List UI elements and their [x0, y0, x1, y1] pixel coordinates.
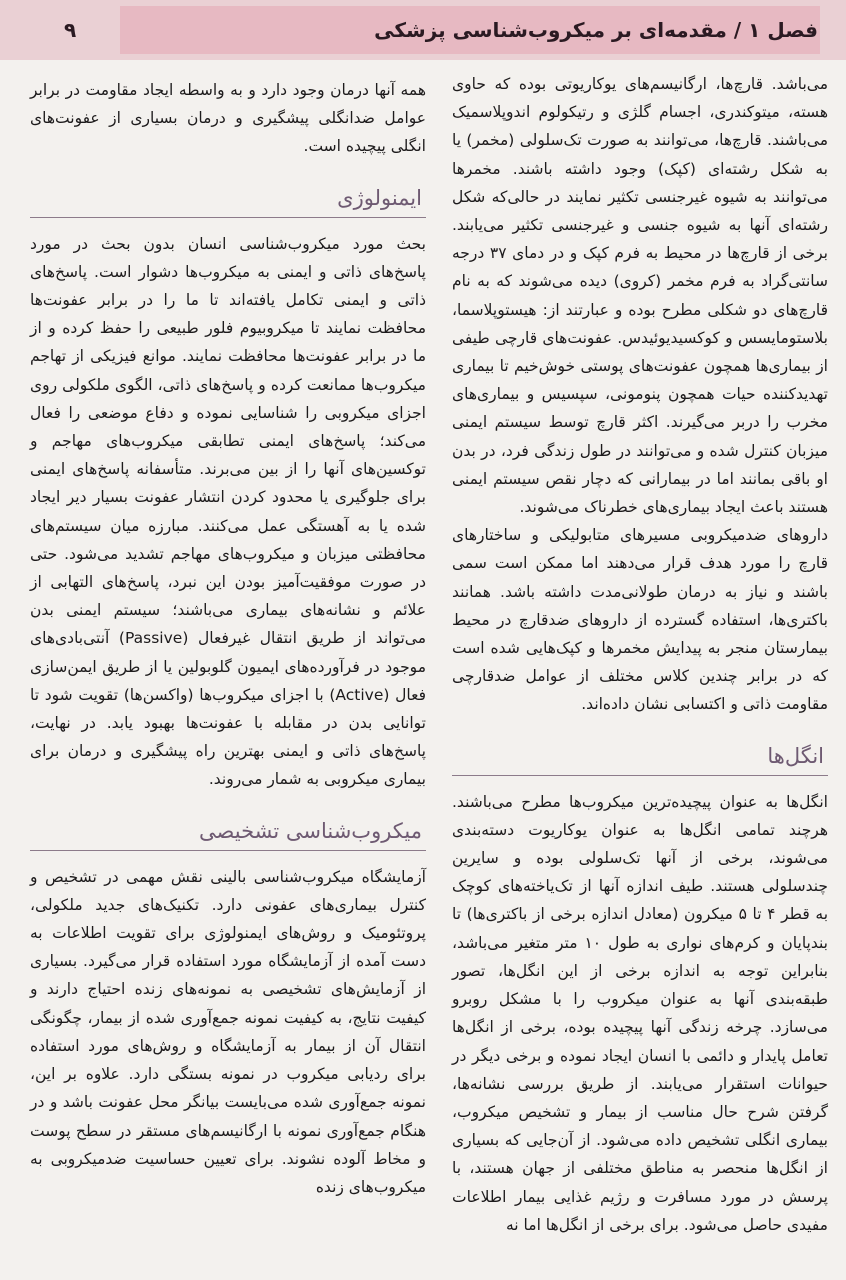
paragraph-parasite-treatment: همه آنها درمان وجود دارد و به واسطه ایجاد مقاومت در برابر عوامل ضدانگلی پیشگیری و درمان بسیاری از عفونت‌های انگلی پیچیده است.: [30, 81, 426, 156]
paragraph-fungi: می‌باشد. قارچ‌ها، ارگانیسم‌های یوکاریوتی بوده که حاوی هسته، میتوکندری، اجسام گلژی و رتیکولوم اندوپلاسمیک می‌باشند. قارچ‌ها، می‌توانند به صورت تک‌سلولی (مخمر) یا به شکل رشته‌ای (کپک) وجود داشته باشند. مخمرها می‌توانند به شیوه غیرجنسی تکثیر نمایند در حالی‌که شکل رشته‌ای آنها به شیوه جنسی و غیرجنسی تکثیر می‌یابند. برخی از قارچ‌ها در محیط به فرم کپک و در دمای ۳۷ درجه سانتی‌گراد به فرم مخمر (کروی) دیده می‌شوند که به نام قارچ‌های دو شکلی مطرح بوده و عبارتند از: هیستوپلاسما، بلاستومایسس و کوکسیدیوئیدس. عفونت‌های قارچی طیفی از بیماری‌ها همچون عفونت‌های پوستی خوش‌خیم تا بیماری تهدیدکننده حیات همچون پنومونی، سپسیس و بیماری‌های مخرب را دربر می‌گیرند. اکثر قارچ توسط سیستم ایمنی میزبان کنترل شده و می‌توانند در طول زندگی فرد، در بدن او باقی بمانند اما در بیمارانی که دچار نقص سیستم ایمنی هستند باعث ایجاد بیماری‌های خطرناک می‌شوند.: [452, 75, 828, 517]
section-heading-parasites: انگل‌ها: [452, 735, 828, 776]
paragraph-antifungals: داروهای ضدمیکروبی مسیرهای متابولیکی و ساختارهای قارچ را مورد هدف قرار می‌دهند اما ممکن است سمی باشند و نیاز به درمان طولانی‌مدت داشته باشد. همانند باکتری‌ها، استفاده گسترده از داروهای ضدقارچ در محیط بیمارستان منجر به پیدایش مخمرها و کپک‌هایی شده است که در برابر چندین کلاس مختلف از عوامل ضدقارچی مقاومت ذاتی و اکتسابی نشان داده‌اند.: [452, 526, 828, 714]
left-column: [30, 76, 426, 1201]
paragraph-diagnostic-microbiology: آزمایشگاه میکروب‌شناسی بالینی نقش مهمی در تشخیص و کنترل بیماری‌های عفونی دارد. تکنیک‌های جدید ملکولی، پروتئومیک و روش‌های ایمنولوژی برای تقویت اطلاعات به دست آمده از آزمایشگاه مورد استفاده قرار می‌گیرد. بسیاری از آزمایش‌های تشخیصی به نمونه‌های زنده احتیاج دارند و کیفیت نتایج، به کیفیت نمونه جمع‌آوری شده از بیمار، چگونگی انتقال آن از بیمار به آزمایشگاه و روش‌های مورد استفاده برای ردیابی میکروب در نمونه بستگی دارد. علاوه بر این، نمونه جمع‌آوری شده می‌بایست بیانگر محل عفونت باشد و در هنگام جمع‌آوری نمونه با ارگانیسم‌های مستقر در سطح پوست و مخاط آلوده نشوند. برای تعیین حساسیت ضدمیکروبی به میکروب‌های زنده: [30, 867, 426, 1196]
section-heading-diagnostic-microbiology: میکروب‌شناسی تشخیصی: [30, 810, 426, 851]
paragraph-parasites: انگل‌ها به عنوان پیچیده‌ترین میکروب‌ها مطرح می‌باشند. هرچند تمامی انگل‌ها به عنوان یوکاریوت دسته‌بندی می‌شوند، برخی از آنها تک‌سلولی بوده و سایرین چندسلولی هستند. طیف اندازه آنها از تک‌یاخته‌های کوچک به قطر ۴ تا ۵ میکرون (معادل اندازه برخی از باکتری‌ها) تا بندپایان و کرم‌های نواری به طول ۱۰ متر متغیر می‌باشد، بنابراین توجه به اندازه برخی از این انگل‌ها، تصور طبقه‌بندی آنها به عنوان میکروب را با مشکل روبرو می‌سازد. چرخه زندگی آنها پیچیده بوده، برخی از انگل‌ها تعامل پایدار و دائمی با انسان ایجاد نموده و برخی دیگر در حیوانات استقرار می‌یابند. از طریق بررسی نشانه‌ها، گرفتن شرح حال مناسب از بیمار و تشخیص میکروب، بیماری انگلی تشخیص داده می‌شود. از آن‌جایی که بسیاری از انگل‌ها منحصر به مناطق مختلفی از جهان هستند، با پرسش در مورد مسافرت و رژیم غذایی بیمار اطلاعات مفیدی حاصل می‌شود. برای برخی از انگل‌ها اما نه: [452, 792, 829, 1234]
chapter-title: فصل ۱ / مقدمه‌ای بر میکروب‌شناسی پزشکی: [374, 18, 818, 42]
right-column: [452, 70, 828, 1239]
paragraph-immunology: بحث مورد میکروب‌شناسی انسان بدون بحث در مورد پاسخ‌های ذاتی و ایمنی به میکروب‌ها دشوار است. پاسخ‌های ذاتی و ایمنی تکامل یافته‌اند تا ما را در برابر عفونت‌ها محافظت نمایند تا میکروبیوم فلور طبیعی را حفظ کرده و از ما در برابر عفونت‌ها محافظت نمایند. موانع فیزیکی از تهاجم میکروب‌ها ممانعت کرده و پاسخ‌های ذاتی، الگوی ملکولی روی اجزای میکروبی را شناسایی نموده و دفاع موضعی را فعال می‌کند؛ پاسخ‌های ایمنی تطابقی میکروب‌های مهاجم و توکسین‌های آنها را از بین می‌برند. متأسفانه پاسخ‌های ایمنی برای جلوگیری یا محدود کردن انتشار عفونت بسیار دیر ایجاد شده یا به آهستگی عمل می‌کنند. مبارزه میان سیستم‌های محافظتی میزبان و میکروب‌های مهاجم تشدید می‌شود. حتی در صورت موفقیت‌آمیز بودن این نبرد، پاسخ‌های التهابی از علائم و نشانه‌های بیماری می‌باشند؛ سیستم ایمنی بدن می‌تواند از طریق انتقال غیرفعال (Passive) آنتی‌بادی‌های موجود در فرآورده‌های ایمیون گلوبولین یا از طریق ایمن‌سازی فعال (Active) با اجزای میکروب‌ها (واکسن‌ها) تقویت شود تا توانایی بدن در مقابله با عفونت‌ها بهبود یابد. در نهایت، پاسخ‌های ذاتی و ایمنی بهترین راه پیشگیری و درمان برای بیماری میکروبی به شمار می‌روند.: [30, 234, 426, 789]
page-header: [0, 0, 846, 60]
page-number: ۹: [64, 18, 77, 42]
section-heading-immunology: ایمنولوژی: [30, 177, 426, 218]
